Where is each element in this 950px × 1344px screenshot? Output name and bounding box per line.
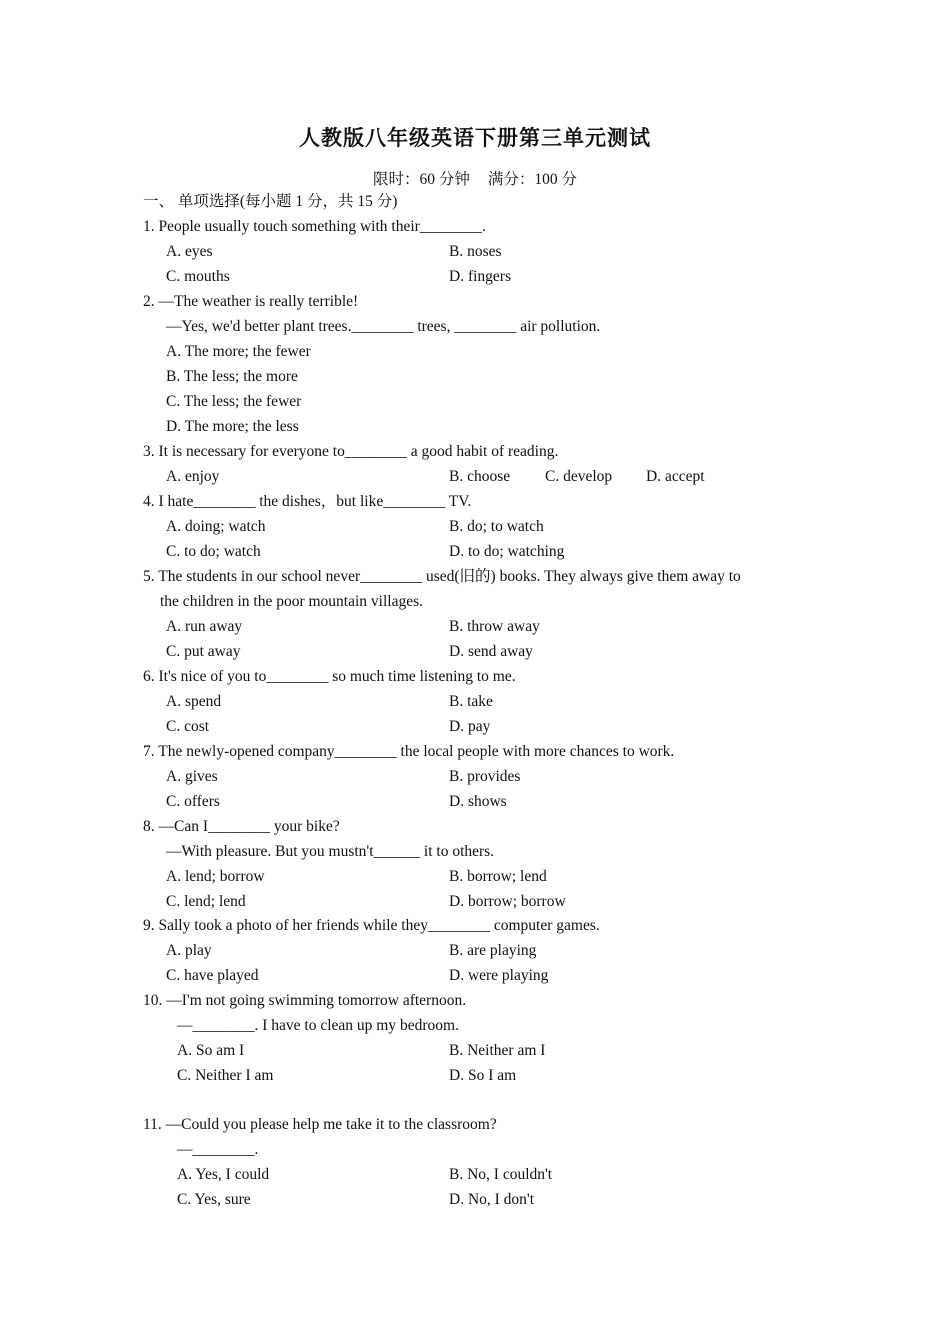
option-d: D. were playing: [449, 967, 549, 984]
option-b: B. choose: [449, 468, 511, 485]
option-c: C. The less; the fewer: [166, 393, 302, 410]
option-b: B. throw away: [449, 618, 540, 635]
question-stem: 8. —Can I________ your bike?: [143, 818, 340, 835]
full-score: 满分：100 分: [487, 171, 578, 188]
question-stem: 9. Sally took a photo of her friends while they________ computer games.: [143, 917, 600, 934]
option-d: D. to do; watching: [449, 543, 565, 560]
option-b: B. take: [449, 693, 493, 710]
option-d: D. borrow; borrow: [449, 893, 566, 910]
option-d: D. No, I don't: [449, 1191, 535, 1208]
option-c: C. have played: [166, 967, 259, 984]
option-a: A. run away: [166, 618, 243, 635]
time-limit: 限时：60 分钟: [372, 171, 470, 188]
option-b: B. noses: [449, 243, 502, 260]
option-a: A. spend: [166, 693, 222, 710]
option-b: B. provides: [449, 768, 521, 785]
option-d: D. accept: [646, 468, 705, 485]
option-a: A. The more; the fewer: [166, 343, 311, 360]
question-stem-continued: —With pleasure. But you mustn't______ it to others.: [166, 843, 495, 860]
option-a: A. eyes: [166, 243, 213, 260]
question-stem: 6. It's nice of you to________ so much time listening to me.: [143, 668, 516, 685]
question-stem: 2. —The weather is really terrible!: [143, 293, 359, 310]
option-b: B. The less; the more: [166, 368, 298, 385]
option-a: A. enjoy: [166, 468, 220, 485]
option-b: B. borrow; lend: [449, 868, 547, 885]
option-c: C. cost: [166, 718, 210, 735]
option-c: C. lend; lend: [166, 893, 246, 910]
question-stem: 3. It is necessary for everyone to________ a good habit of reading.: [143, 443, 559, 460]
question-stem: 7. The newly-opened company________ the local people with more chances to work.: [143, 743, 675, 760]
question-stem: 11. —Could you please help me take it to the classroom?: [143, 1116, 497, 1133]
option-b: B. Neither am I: [449, 1042, 546, 1059]
option-c: C. put away: [166, 643, 241, 660]
option-d: D. shows: [449, 793, 507, 810]
question-stem: 1. People usually touch something with their________.: [143, 218, 486, 235]
option-a: A. lend; borrow: [166, 868, 265, 885]
option-c: C. develop: [545, 468, 613, 485]
page-title: 人教版八年级英语下册第三单元测试: [299, 126, 651, 150]
option-d: D. send away: [449, 643, 533, 660]
option-b: B. do; to watch: [449, 518, 544, 535]
option-a: A. So am I: [177, 1042, 245, 1059]
option-c: C. offers: [166, 793, 220, 810]
question-stem-continued: —Yes, we'd better plant trees.________ trees, ________ air pollution.: [166, 318, 601, 335]
question-stem: 10. —I'm not going swimming tomorrow afternoon.: [143, 992, 467, 1009]
section-heading: 一、 单项选择(每小题 1 分，共 15 分): [143, 193, 398, 210]
option-a: A. doing; watch: [166, 518, 266, 535]
question-stem-continued: —________. I have to clean up my bedroom.: [177, 1017, 459, 1034]
option-d: D. fingers: [449, 268, 511, 285]
question-stem: 4. I hate________ the dishes，but like________ TV.: [143, 493, 472, 510]
option-b: B. No, I couldn't: [449, 1166, 553, 1183]
option-d: D. So I am: [449, 1067, 517, 1084]
option-c: C. mouths: [166, 268, 230, 285]
option-a: A. play: [166, 942, 212, 959]
option-b: B. are playing: [449, 942, 537, 959]
option-a: A. Yes, I could: [177, 1166, 270, 1183]
option-c: C. Neither I am: [177, 1067, 274, 1084]
question-stem: 5. The students in our school never________ used(旧的) books. They always give them away to: [143, 568, 741, 585]
option-d: D. pay: [449, 718, 491, 735]
option-c: C. Yes, sure: [177, 1191, 251, 1208]
question-stem-continued: —________.: [177, 1141, 259, 1158]
exam-info: [0, 167, 950, 189]
option-c: C. to do; watch: [166, 543, 261, 560]
option-a: A. gives: [166, 768, 218, 785]
question-stem-continued: the children in the poor mountain villages.: [160, 593, 424, 610]
option-d: D. The more; the less: [166, 418, 299, 435]
